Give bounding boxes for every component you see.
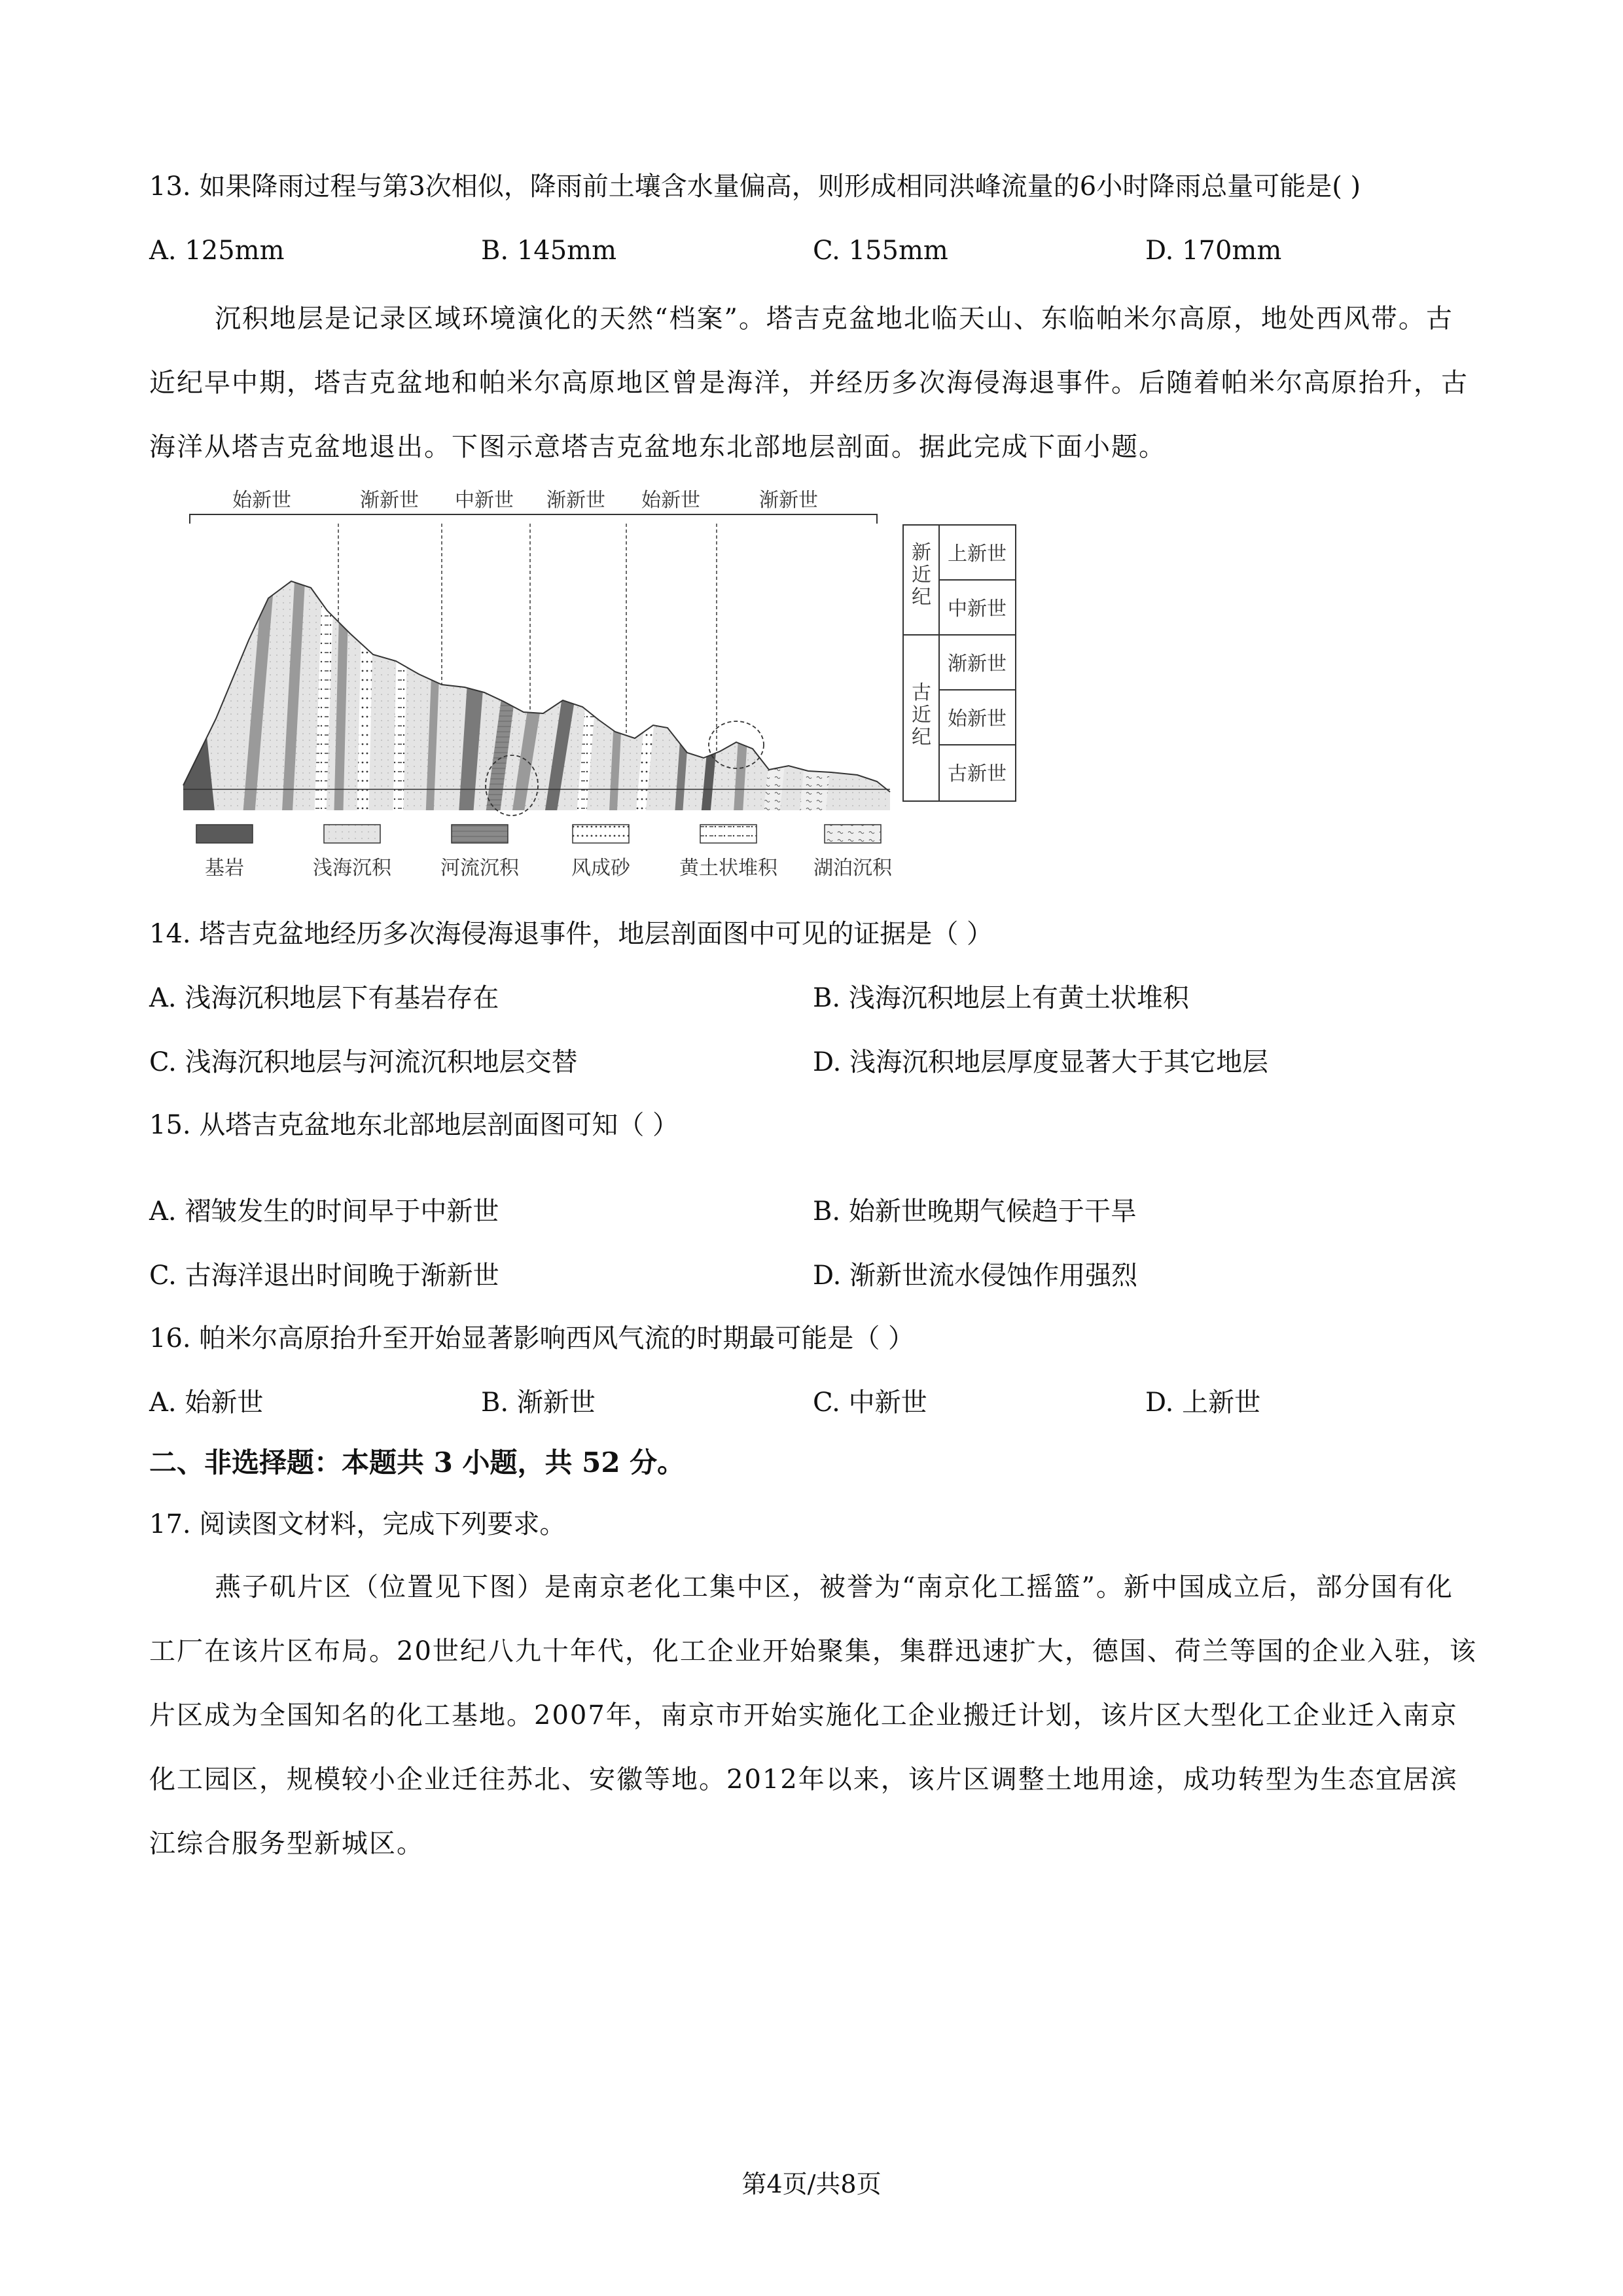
- passage-sediment-text: 沉积地层是记录区域环境演化的天然“档案”。塔吉克盆地北临天山、东临帕米尔高原，地处西风带。古近纪早中期，塔吉克盆地和帕米尔高原地区曾是海洋，并经历多次海侵海退事件。后随着帕米尔高原抬升，古海洋从塔吉克盆地退出。下图示意塔吉克盆地东北部地层剖面。据此完成下面小题。: [149, 304, 1469, 462]
- top-epoch-label: 渐新世: [546, 489, 605, 512]
- q14-option-c: C. 浅海沉积地层与河流沉积地层交替: [149, 1047, 578, 1077]
- top-epoch-label: 渐新世: [360, 489, 419, 512]
- q16-stem: 16. 帕米尔高原抬升至开始显著影响西风气流的时期最可能是（ ）: [149, 1323, 915, 1354]
- q15-stem: 15. 从塔吉克盆地东北部地层剖面图可知（ ）: [149, 1110, 679, 1140]
- period-gu-char: 近: [912, 704, 931, 726]
- top-epoch-label: 中新世: [455, 489, 514, 512]
- epoch-bracket: [190, 514, 877, 524]
- period-xin-char: 新: [912, 541, 931, 564]
- q16-option-d: D. 上新世: [1145, 1388, 1261, 1418]
- legend-label: 风成砂: [571, 857, 630, 880]
- q14-option-d: D. 浅海沉积地层厚度显著大于其它地层: [813, 1047, 1269, 1077]
- q14-option-a: A. 浅海沉积地层下有基岩存在: [149, 983, 499, 1013]
- section-2-title: 二、非选择题：本题共 3 小题，共 52 分。: [149, 1446, 685, 1479]
- q16-option-a: A. 始新世: [149, 1388, 264, 1418]
- passage-yanziji-text: 燕子矶片区（位置见下图）是南京老化工集中区，被誉为“南京化工摇篮”。新中国成立后，部分国有化工厂在该片区布局。20世纪八九十年代，化工企业开始聚集，集群迅速扩大，德国、荷兰等国的企业入驻，该片区成为全国知名的化工基地。2007年，南京市开始实施化工企业搬迁计划，该片区大型化工企业迁入南京化工园区，规模较小企业迁往苏北、安徽等地。2012年以来，该片区调整土地用途，成功转型为生态宜居滨江综合服务型新城区。: [149, 1572, 1477, 1859]
- stratigraphic-profile-figure: [177, 483, 1060, 889]
- q14-stem: 14. 塔吉克盆地经历多次海侵海退事件，地层剖面图中可见的证据是（ ）: [149, 919, 993, 949]
- epoch-cell: 始新世: [948, 708, 1007, 730]
- q13-option-d: D. 170mm: [1145, 236, 1282, 266]
- period-gu-char: 纪: [912, 726, 931, 749]
- legend-label: 浅海沉积: [313, 857, 391, 880]
- top-epoch-label: 始新世: [232, 489, 291, 512]
- period-xin-char: 近: [912, 564, 931, 586]
- legend-label: 黄土状堆积: [679, 857, 777, 880]
- period-gu-char: 古: [912, 681, 931, 704]
- epoch-cell: 古新世: [948, 762, 1007, 785]
- top-epoch-label: 始新世: [641, 489, 700, 512]
- top-epoch-label: 渐新世: [759, 489, 818, 512]
- epoch-cell: 渐新世: [948, 653, 1007, 675]
- legend-label: 湖泊沉积: [813, 857, 892, 880]
- passage-sediment: [149, 287, 1478, 479]
- q13-option-b: B. 145mm: [481, 236, 617, 266]
- q15-option-a: A. 褶皱发生的时间早于中新世: [149, 1196, 499, 1227]
- q16-option-b: B. 渐新世: [481, 1388, 596, 1418]
- profile-strata: [177, 548, 897, 823]
- legend-label: 基岩: [205, 857, 244, 880]
- passage-yanziji: [149, 1555, 1478, 1876]
- q14-option-b: B. 浅海沉积地层上有黄土状堆积: [813, 983, 1189, 1013]
- q17-stem: 17. 阅读图文材料，完成下列要求。: [149, 1509, 566, 1539]
- figure-legend: [196, 825, 881, 843]
- q16-option-c: C. 中新世: [813, 1388, 927, 1418]
- q13-stem: 13. 如果降雨过程与第3次相似，降雨前土壤含水量偏高，则形成相同洪峰流量的6小时降雨总量可能是( ): [149, 171, 1361, 202]
- q15-option-b: B. 始新世晚期气候趋于干旱: [813, 1196, 1137, 1227]
- q15-option-c: C. 古海洋退出时间晚于渐新世: [149, 1261, 499, 1291]
- q13-option-a: A. 125mm: [149, 236, 285, 266]
- period-xin-char: 纪: [912, 586, 931, 609]
- page-footer: 第4页/共8页: [741, 2170, 882, 2198]
- q13-option-c: C. 155mm: [813, 236, 948, 266]
- q15-option-d: D. 渐新世流水侵蚀作用强烈: [813, 1261, 1138, 1291]
- epoch-cell: 中新世: [948, 598, 1007, 620]
- epoch-cell: 上新世: [948, 543, 1007, 565]
- legend-label: 河流沉积: [440, 857, 519, 880]
